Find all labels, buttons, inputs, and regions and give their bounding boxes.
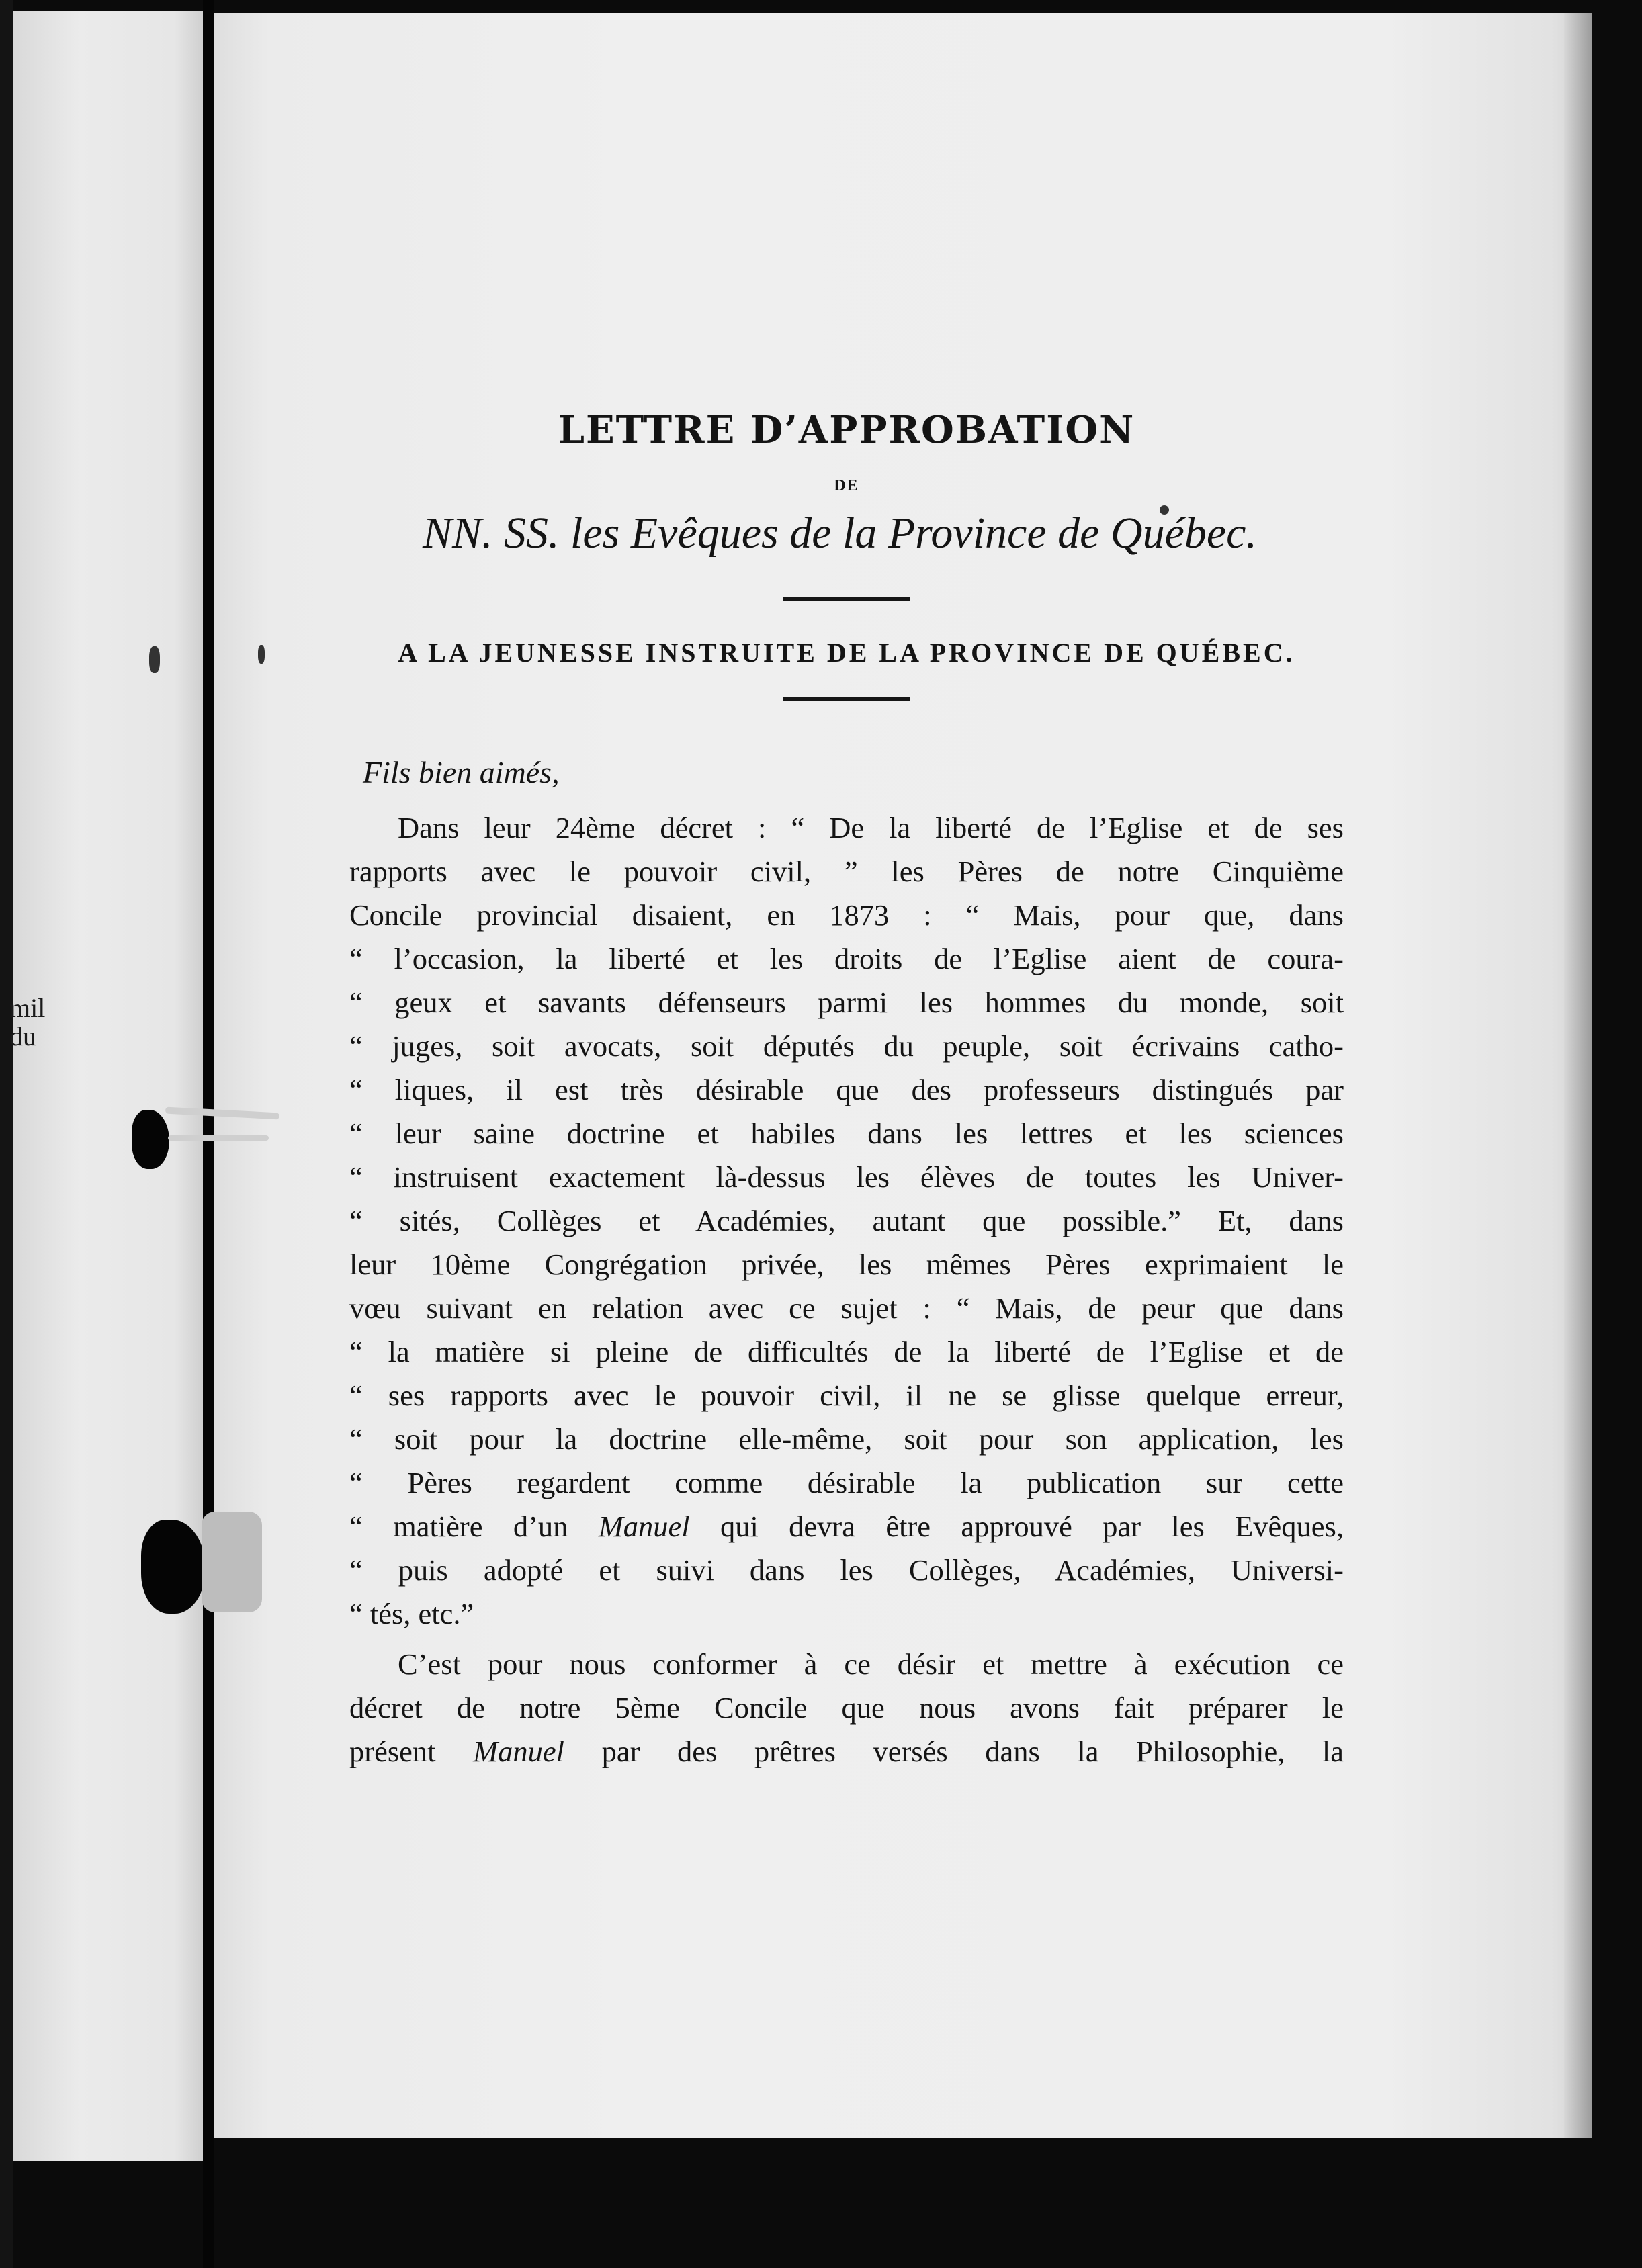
text-line: “ ses rapports avec le pouvoir civil, il ne se glisse quelque erreur, [349,1379,1344,1412]
binding-thread-lower [202,1512,262,1612]
letter-title: LETTRE D’APPROBATION [558,408,1135,452]
text-line: “ juges, soit avocats, soit députés du peuple, soit écrivains catho- [349,1029,1344,1063]
text-line: Dans leur 24ème décret : “ De la liberté de l’Eglise et de ses [398,811,1344,844]
text-fragment: présent [349,1735,474,1768]
facing-page [13,11,203,2161]
text-line [349,1505,1344,1549]
letter [349,403,1344,1774]
text-line: C’est pour nous conformer à ce désir et mettre à exécution ce [398,1647,1344,1681]
text-line: “ la matière si pleine de difficultés de la liberté de l’Eglise et de [349,1335,1344,1368]
binding-hole-upper [132,1110,169,1169]
divider-rule [783,597,910,601]
scan-border-left [0,0,13,2268]
text-fragment: par des prêtres versés dans la Philosophie, la [564,1735,1344,1768]
text-line: “ Pères regardent comme désirable la publication sur cette [349,1466,1344,1499]
facing-page-fragment-line-1: mil [9,993,46,1023]
text-line: “ leur saine doctrine et habiles dans les lettres et les sciences [349,1117,1344,1150]
text-line: décret de notre 5ème Concile que nous avons fait préparer le [349,1691,1344,1725]
binding-mark-2 [258,645,265,664]
text-line: “ tés, etc.” [349,1597,474,1630]
text-line: “ geux et savants défenseurs parmi les hommes du monde, soit [349,986,1344,1019]
letter-subtitle: NN. SS. les Evêques de la Province de Québec. [423,509,1257,558]
binding-hole-lower [141,1520,206,1614]
text-line: leur 10ème Congrégation privée, les mêmes Pères exprimaient le [349,1248,1344,1281]
binding-thread-upper-2 [168,1135,269,1141]
text-line: “ l’occasion, la liberté et les droits de l’Eglise aient de coura- [349,942,1344,975]
text-line: “ puis adopté et suivi dans les Collèges, Académies, Universi- [349,1553,1344,1587]
text-line: rapports avec le pouvoir civil, ” les Pères de notre Cinquième [349,855,1344,888]
divider-rule [783,697,910,701]
letter-body [349,806,1344,1774]
text-line: Concile provincial disaient, en 1873 : “ Mais, pour que, dans [349,898,1344,932]
facing-page-fragment [9,994,50,1051]
italic-title: Manuel [598,1510,690,1543]
text-line: “ sités, Collèges et Académies, autant que possible.” Et, dans [349,1204,1344,1237]
letter-addressee: A LA JEUNESSE INSTRUITE DE LA PROVINCE DE QUÉBEC. [398,638,1295,668]
text-line: “ instruisent exactement là-dessus les élèves de toutes les Univer- [349,1160,1344,1194]
page-edge-shadow [1564,13,1592,2138]
salutation: Fils bien aimés, [363,755,560,789]
binding-gutter [203,0,214,2268]
text-line: “ liques, il est très désirable que des professeurs distingués par [349,1073,1344,1106]
binding-mark [149,646,160,673]
text-line: “ soit pour la doctrine elle-même, soit pour son application, les [349,1422,1344,1456]
title-connector: DE [834,477,859,494]
text-line [349,1730,1344,1774]
facing-page-fragment-line-2: du [9,1021,36,1051]
italic-title: Manuel [473,1735,565,1768]
text-line: vœu suivant en relation avec ce sujet : “ Mais, de peur que dans [349,1291,1344,1325]
text-fragment: “ matière d’un [349,1510,599,1543]
text-fragment: qui devra être approuvé par les Evêques, [689,1510,1344,1543]
